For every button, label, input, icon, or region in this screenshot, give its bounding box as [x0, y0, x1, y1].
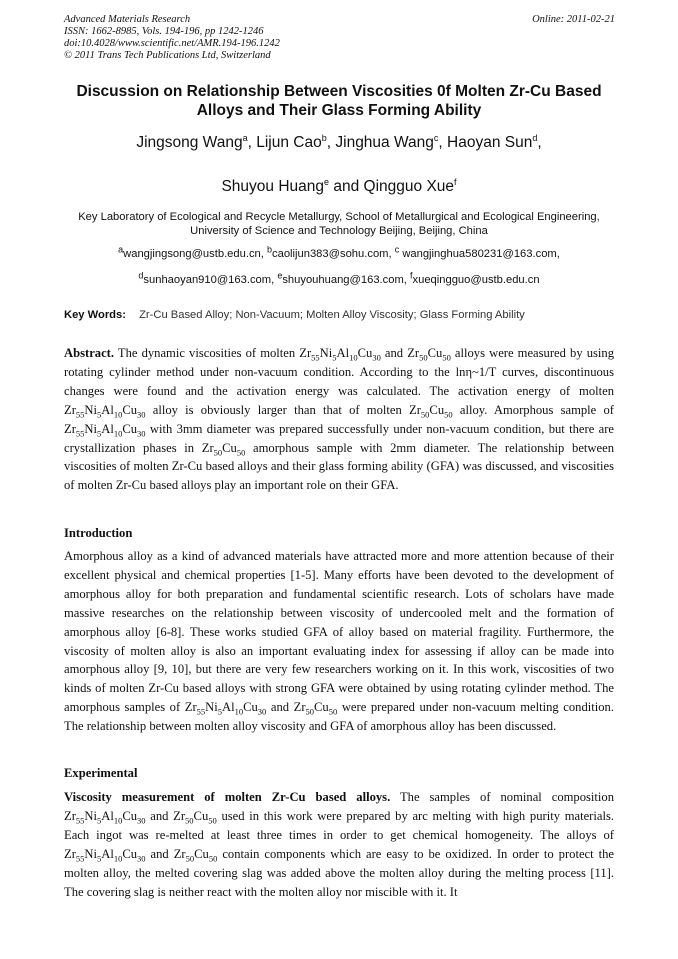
title-line-2: Alloys and Their Glass Forming Ability [196, 102, 482, 119]
keywords-label: Key Words: [64, 309, 126, 321]
journal-doi: doi:10.4028/www.scientific.net/AMR.194-196.1242 [64, 38, 280, 49]
email-line-1 [50, 244, 628, 261]
abstract-text: alloy is obviously larger than that of molten [152, 402, 402, 417]
paper-title [50, 82, 628, 120]
title-line-1: Discussion on Relationship Between Viscosities 0f Molten Zr-Cu Based [76, 83, 602, 100]
email-sup: c [394, 244, 400, 255]
email-line-2 [50, 270, 628, 287]
formula-zr55ni5al10cu30: $Zr_{55}Ni_5Al_{10}Cu_{30}$ [64, 808, 146, 826]
exp-text: used in this work were prepared by arc melting with high purity materials. Each ingot was re-melted at least three times in order to get chemical homogeneity. The alloys of [64, 808, 615, 842]
email-sup: a [118, 244, 124, 255]
author-sup: a [242, 132, 248, 143]
exp-text: The samples of nominal composition [399, 790, 615, 804]
formula-zr55ni5al10cu30: $Zr_{55}Ni_5Al_{10}Cu_{30}$ [299, 346, 381, 363]
intro-text: and [270, 700, 290, 715]
intro-text: Amorphous alloy as a kind of advanced materials have attracted more and more attention because of their excellent physical and chemical properties [1-5]. Many efforts have been devoted to the development of amorphous alloy for both preparation and fundamental scientific research. Lots of scholars have made massive researches on the relationship between viscosity of undercooled melt and the formation of amorphous alloy [6-8]. These works studied GFA of alloy based on material fragility. Furthermore, the viscosity of molten alloy is also an important evaluating index for assessing if alloy can be made into amorphous alloy [9, 10], but there are very few researchers working on it. In this work, viscosities of two kinds of molten Zr-Cu based alloys with strong GFA were obtained by using rotating cylinder method. The amorphous samples of [64, 549, 614, 715]
keywords-text: Zr-Cu Based Alloy; Non-Vacuum; Molten Alloy Viscosity; Glass Forming Ability [139, 309, 525, 321]
abstract-text: alloys were measured by using rotating cylinder method under non-vacuum condition. According to the lnη~1/T curves, discontinuous changes were found and the activation energy was calculated. The activation energy of molten [64, 346, 615, 398]
introduction-heading: Introduction [64, 526, 133, 540]
exp-text: and [150, 846, 169, 861]
exp-text: and [150, 808, 169, 823]
formula-zr50cu50: $Zr_{50}Cu_{50}$ [173, 846, 218, 864]
author-name: Shuyou Huang [221, 178, 325, 195]
author-sup: e [324, 176, 330, 187]
formula-zr50cu50: $Zr_{50}Cu_{50}$ [409, 402, 453, 420]
journal-header [64, 14, 615, 62]
formula-zr50cu50: $Zr_{50}Cu_{50}$ [173, 808, 217, 826]
email-sup: b [267, 244, 273, 255]
author-sup: f [454, 176, 457, 187]
online-date: Online: 2011-02-21 [532, 14, 615, 25]
author-name: Lijun Cao [256, 134, 322, 151]
email-link[interactable]: wangjinghua580231@163.com, [402, 248, 560, 260]
experimental-subheading: Viscosity measurement of molten Zr-Cu based alloys. [64, 790, 391, 804]
author-and: and [333, 178, 360, 195]
author-sup: c [433, 132, 439, 143]
journal-copyright: © 2011 Trans Tech Publications Ltd, Switzerland [64, 50, 271, 61]
formula-zr50cu50: $Zr_{50}Cu_{50}$ [293, 700, 338, 717]
abstract-text: and [384, 346, 404, 360]
abstract [64, 344, 614, 495]
author-name: Haoyan Sun [447, 134, 533, 151]
experimental-heading: Experimental [64, 766, 138, 780]
author-sup: b [321, 132, 327, 143]
journal-issn: ISSN: 1662-8985, Vols. 194-196, pp 1242-1246 [64, 26, 264, 37]
experimental-body [64, 788, 614, 901]
email-sup: e [277, 270, 283, 281]
email-link[interactable]: shuyouhuang@163.com, [282, 274, 407, 286]
intro-text: were prepared under non-vacuum melting condition. The relationship between molten alloy viscosity and GFA of amorphous alloy has been discussed. [64, 700, 615, 734]
affiliation: Key Laboratory of Ecological and Recycle Metallurgy, School of Metallurgical and Ecological Engineering, University of Science and Technology Beijing, Beijing, China [78, 211, 600, 237]
email-link[interactable]: wangjingsong@ustb.edu.cn, [123, 248, 264, 260]
keywords [64, 308, 624, 322]
formula-zr55ni5al10cu30: $Zr_{55}Ni_5Al_{10}Cu_{30}$ [64, 846, 146, 864]
abstract-text: with 3mm diameter was prepared successfully under non-vacuum condition, but there are crystallization phases in [64, 421, 614, 455]
formula-zr50cu50: $Zr_{50}Cu_{50}$ [201, 440, 246, 458]
formula-zr55ni5al10cu30: $Zr_{55}Ni_5Al_{10}Cu_{30}$ [64, 402, 146, 420]
email-sup: d [138, 270, 144, 281]
abstract-text: amorphous sample with 2mm diameter. The relationship between viscosities of molten Zr-Cu based alloys and their glass forming ability (GFA) was discussed, and viscosities of molten Zr-Cu based alloys play an important role on their GFA. [64, 440, 614, 493]
author-name: Qingguo Xue [363, 178, 455, 195]
email-link[interactable]: sunhaoyan910@163.com, [143, 274, 275, 286]
author-line-2 [40, 178, 638, 196]
email-link[interactable]: xueqingguo@ustb.edu.cn [412, 274, 540, 286]
author-name: Jinghua Wang [335, 134, 434, 151]
email-link[interactable]: caolijun383@sohu.com, [272, 248, 392, 260]
author-sup: d [532, 132, 538, 143]
author-name: Jingsong Wang [136, 134, 243, 151]
journal-name: Advanced Materials Research [64, 14, 191, 25]
exp-text: contain components which are easy to be oxidized. In order to protect the molten alloy, the melted covering slag was added above the molten alloy during the melting process [11]. The covering slag is neither react with the molten alloy nor miscible with it. It [64, 846, 615, 899]
formula-zr55ni5al10cu30: $Zr_{55}Ni_5Al_{10}Cu_{30}$ [184, 700, 267, 717]
introduction-body [64, 547, 614, 736]
abstract-text: alloy. Amorphous sample of [459, 402, 614, 417]
email-sup: f [410, 270, 413, 281]
author-line-1: Jingsong Wang$^a$, Lijun Cao$^b$, Jinghua Wang$^c$, Haoyan Sun$^d$, [136, 132, 542, 151]
formula-zr50cu50: $Zr_{50}Cu_{50}$ [407, 346, 451, 363]
abstract-label: Abstract. [64, 346, 115, 360]
abstract-text: The dynamic viscosities of molten [117, 346, 296, 360]
formula-zr55ni5al10cu30: $Zr_{55}Ni_5Al_{10}Cu_{30}$ [64, 421, 146, 439]
